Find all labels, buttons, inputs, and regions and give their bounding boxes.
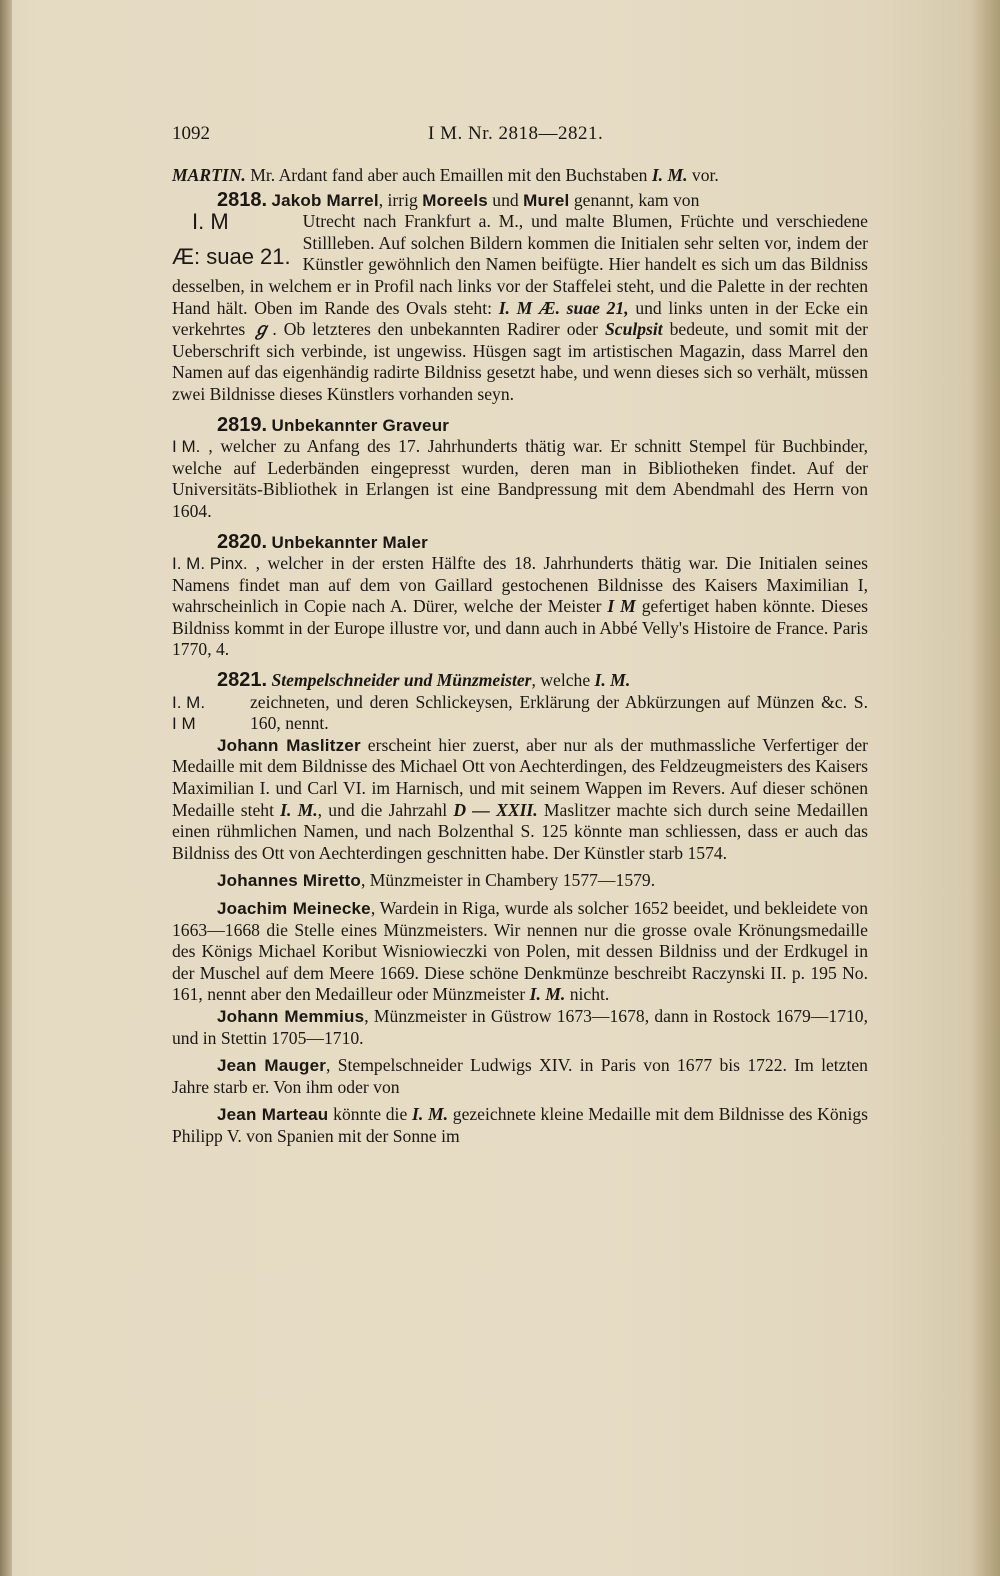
page-title: I M. Nr. 2818—2821. — [428, 123, 604, 144]
entry-2821-heading — [172, 670, 868, 692]
sculpsit-term: Sculpsit — [604, 319, 663, 340]
intro-paragraph — [172, 165, 868, 187]
artist-name: Jakob Marrel — [271, 190, 379, 210]
intro-text: Mr. Ardant fand aber auch Emaillen mit den Buchstaben — [245, 165, 652, 185]
text-run: nicht. — [565, 984, 610, 1005]
monogram-line: I M — [172, 714, 196, 734]
entry-2819-body — [172, 436, 868, 522]
marteau-paragraph — [172, 1104, 868, 1147]
entry-number: 2818. — [217, 188, 268, 211]
artist-name: Johann Memmius — [217, 1006, 365, 1026]
intro-monogram: I. M. — [651, 165, 688, 185]
miretto-paragraph — [172, 870, 868, 892]
date-inscription: D — XXII. — [453, 799, 538, 820]
text-run: , welcher in der ersten Hälfte des 18. Jahrhunderts thätig war. Die Initialen seines Namens findet man auf dem von Gaillard gestochenen Bildnisse des Kaisers Maximilian I, wahrscheinlich in Copie nach A. Dürer, welche der Meister — [172, 553, 868, 617]
text-run: könnte die — [328, 1104, 412, 1125]
text-run: , welche — [531, 670, 595, 691]
entry-2818-heading — [172, 190, 868, 212]
artist-name: Unbekannter Graveur — [271, 415, 450, 435]
text-run: gefertiget haben könnte. Dieses Bildniss kommt in der Europe illustre vor, und dann auch in Abbé Velly's Histoire de France. Paris 1770, 4. — [172, 596, 868, 660]
text-run: erscheint hier zuerst, aber nur als der muthmassliche Verfertiger der Medaille mit dem Bildnisse des Michael Ott von Aechterdingen, des Feldzeugmeisters des Kaisers Maximilian I. und Carl VI. im Harnisch, und mit seinem Wappen im Revers. Auf dieser schönen Medaille steht — [172, 734, 868, 820]
entry-number: 2820. — [217, 530, 268, 553]
running-header — [172, 123, 868, 149]
text-run: gezeichnete kleine Medaille mit dem Bildnisse des Königs Philipp V. von Spanien mit der Sonne im — [172, 1104, 869, 1146]
entry-2821-body — [172, 692, 868, 735]
text-run: , und die Jahrzahl — [317, 799, 454, 820]
entry-2818-body — [172, 211, 868, 405]
text-run: Maslitzer machte sich durch seine Medaillen einen rühmlichen Namen, und nach Bolzenthal S. 125 könnte man schliessen, dass er auch das Bildniss des Ott von Aechterdingen geschnitten habe. Der Künstler starb 1574. — [172, 799, 869, 863]
entry-title: Stempelschneider und Münzmeister — [271, 670, 532, 691]
text-run: , welcher zu Anfang des 17. Jahrhunderts thätig war. Er schnitt Stempel für Buchbinder, welche auf Lederbänden eingepresst wurden, deren man in Bibliotheken findet. Auf der Universitäts-Bibliothek in Erlangen ist eine Bandpressung mit dem Abendmahl des Herrn von 1604. — [172, 436, 868, 521]
artist-name: Unbekannter Maler — [271, 532, 428, 552]
mauger-paragraph — [172, 1055, 868, 1098]
inscription: I. M Æ. suae 21, — [498, 297, 629, 318]
page-number: 1092 — [172, 123, 210, 144]
maslitzer-paragraph — [172, 735, 868, 865]
entry-2820-heading — [172, 532, 868, 554]
page-binding-shadow — [0, 0, 12, 1576]
entry-2820-body — [172, 553, 868, 661]
monogram-2819: I M. — [172, 437, 201, 457]
monogram-line: I. M — [192, 209, 229, 235]
monogram-ref: I M — [607, 596, 636, 617]
monogram-line: I. M. — [172, 692, 206, 712]
monogram-2820: I. M. Pinx. — [172, 554, 248, 574]
artist-name: Jean Mauger — [217, 1056, 327, 1076]
text-run: , Stempelschneider Ludwigs XIV. in Paris von 1677 bis 1722. Im letzten Jahre starb er. Von ihm oder von — [172, 1055, 868, 1097]
text-run: , Münzmeister in Chambery 1577—1579. — [360, 870, 656, 891]
monogram-ref: I. M. — [594, 670, 631, 691]
monogram-ref: I. M. — [529, 984, 566, 1005]
page-body — [172, 165, 868, 1148]
artist-name: Joachim Meinecke — [217, 899, 371, 918]
monogram-ref: I. M. — [412, 1104, 449, 1125]
entry-number: 2819. — [217, 413, 268, 436]
text-run: . Ob letzteres den unbekannten Radirer oder — [272, 319, 605, 340]
artist-alias: Moreels — [422, 190, 488, 210]
text-run: Utrecht nach Frankfurt a. M., und malte Blumen, Früchte und verschiedene Stillleben. Auf solchen Bildern kommen die Initialen sehr selten vor, indem der Künstler gewöhnlich den Namen beifügte. Hier handelt es sich um das Bildniss desselben, in welchem er in Profil nach links vor der Staffelei steht, und die Palette in der rechten Hand hält. Oben im Rande des Ovals steht: — [172, 211, 868, 318]
intro-lead: MARTIN. — [172, 165, 246, 185]
page-edge-shadow — [970, 0, 1000, 1576]
text-run: , irrig — [378, 189, 423, 210]
monogram-line: Æ: suae 21. — [172, 243, 291, 269]
entry-2819-heading — [172, 415, 868, 437]
monogram-2818 — [172, 211, 291, 275]
entry-number: 2821. — [217, 669, 268, 692]
memmius-paragraph — [172, 1006, 868, 1049]
artist-name: Johannes Miretto — [217, 871, 361, 891]
text-run: und — [487, 189, 524, 210]
meinecke-paragraph — [172, 898, 868, 1006]
glyph: ℊ — [252, 319, 273, 340]
artist-alias: Murel — [523, 190, 570, 210]
text-run: bedeute, und somit mit der Ueberschrift sich verbinde, ist ungewiss. Hüsgen sagt im artistischen Magazin, dass Marrel den Namen auf das eigenhändig radirte Bildniss gesetzt habe, und wenn dieses sich so verhält, müssen zwei Bildnisse dieses Künstlers vorhanden seyn. — [172, 319, 868, 404]
text-run: , Münzmeister in Güstrow 1673—1678, dann in Rostock 1679—1710, und in Stettin 1705—1710. — [172, 1005, 868, 1048]
text-run: genannt, kam von — [569, 189, 700, 210]
intro-tail: vor. — [687, 165, 719, 185]
text-run: und links unten in der Ecke ein verkehrtes — [172, 297, 868, 340]
text-run: zeichneten, und deren Schlickeysen, Erklärung der Abkürzungen auf Münzen &c. S. 160, nennt. — [250, 691, 868, 734]
artist-name: Jean Marteau — [217, 1105, 329, 1125]
text-run: , Wardein in Riga, wurde als solcher 1652 beeidet, und bekleidete von 1663—1668 die Stelle eines Münzmeisters. Wir nennen nur die grosse ovale Krönungsmedaille des Königs Michael Koribut Wisniowieczki von Polen, mit dessen Bildniss und der Erdkugel in der Muschel auf dem Meere 1669. Diese schöne Denkmünze beschreibt Raczynski II. p. 195 No. 161, nennt aber den Medailleur oder Münzmeister — [172, 898, 868, 1005]
monogram-2821 — [172, 692, 242, 735]
artist-name: Johann Maslitzer — [217, 735, 361, 755]
monogram-ref: I. M. — [280, 799, 318, 820]
